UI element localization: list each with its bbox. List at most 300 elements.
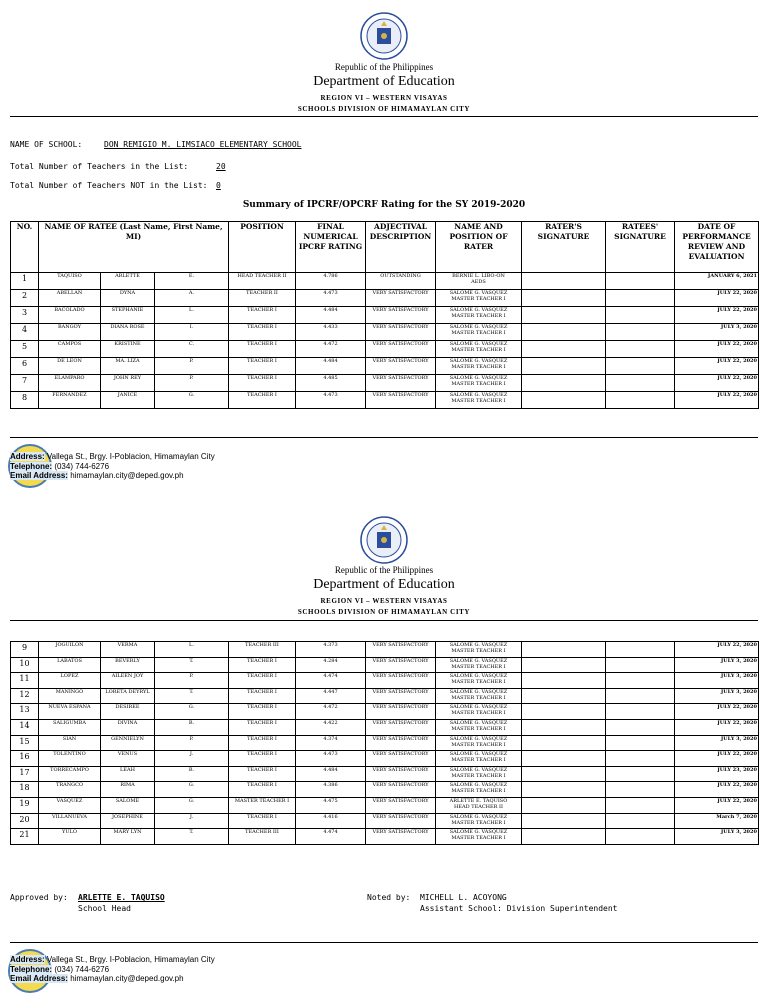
first-name-cell: JOSEPHINE [101, 813, 155, 829]
rater-position: AEDS [471, 279, 486, 285]
rater-signature-cell [522, 704, 606, 720]
rater-name: SALOME G. VASQUEZ [449, 290, 508, 296]
address-label: Address: [10, 452, 45, 461]
last-name-cell: JOGUILON [39, 642, 101, 658]
review-date-cell: JULY 22, 2020 [675, 307, 759, 324]
col-rater-signature-header: RATER'S SIGNATURE [522, 222, 606, 273]
address-line [10, 452, 215, 462]
header-divider [10, 116, 758, 117]
rater-position: MASTER TEACHER I [451, 313, 506, 319]
position-cell: TEACHER I [229, 392, 296, 409]
rater-name: SALOME G. VASQUEZ [449, 782, 508, 789]
adjectival-description-cell: VERY SATISFACTORY [366, 829, 436, 845]
review-date-cell: JULY 22, 2020 [675, 375, 759, 392]
final-rating-cell: 4.447 [296, 688, 366, 704]
final-rating-cell: 4.475 [296, 797, 366, 813]
table-row [11, 307, 759, 324]
position-cell: TEACHER I [229, 324, 296, 341]
adjectival-description-cell: VERY SATISFACTORY [366, 766, 436, 782]
ratee-signature-cell [606, 719, 675, 735]
row-number-cell: 14 [11, 719, 39, 735]
ratee-signature-cell [606, 797, 675, 813]
final-rating-cell: 4.473 [296, 290, 366, 307]
review-date-cell: JULY 22, 2020 [675, 358, 759, 375]
review-date-cell: JULY 22, 2020 [675, 341, 759, 358]
middle-initial-cell: P. [155, 735, 229, 751]
row-number-cell: 12 [11, 688, 39, 704]
email-value[interactable]: himamaylan.city@deped.gov.ph [70, 974, 184, 983]
noted-by-title: Assistant School: Division Superintendent [420, 904, 618, 913]
col-rating-header: FINAL NUMERICAL IPCRF RATING [296, 222, 366, 273]
email-value[interactable]: himamaylan.city@deped.gov.ph [70, 471, 184, 480]
row-number-cell: 9 [11, 642, 39, 658]
table-row [11, 688, 759, 704]
last-name-cell: TORRECAMPO [39, 766, 101, 782]
position-cell: TEACHER I [229, 673, 296, 689]
rater-cell [436, 273, 522, 290]
rater-signature-cell [522, 358, 606, 375]
rater-signature-cell [522, 324, 606, 341]
rater-cell [436, 688, 522, 704]
rater-signature-cell [522, 307, 606, 324]
rater-name: SALOME G. VASQUEZ [449, 341, 508, 347]
row-number-cell: 18 [11, 782, 39, 798]
rater-signature-cell [522, 719, 606, 735]
position-cell: TEACHER I [229, 813, 296, 829]
rater-cell [436, 782, 522, 798]
adjectival-description-cell: VERY SATISFACTORY [366, 813, 436, 829]
row-number-cell: 15 [11, 735, 39, 751]
review-date-cell: JANUARY 6, 2021 [675, 273, 759, 290]
middle-initial-cell: G. [155, 797, 229, 813]
rater-cell [436, 704, 522, 720]
rater-cell [436, 735, 522, 751]
middle-initial-cell: T. [155, 829, 229, 845]
rater-name: BERNIE L. LIBO-ON [452, 273, 505, 279]
region-text: REGION VI – WESTERN VISAYAS [320, 94, 448, 102]
table-row [11, 751, 759, 767]
col-adjectival-header: ADJECTIVAL DESCRIPTION [366, 222, 436, 273]
last-name-cell: DE LEON [39, 358, 101, 375]
republic-text: Republic of the Philippines [334, 62, 434, 72]
deped-seal-icon [360, 12, 408, 60]
final-rating-cell: 4.474 [296, 673, 366, 689]
rater-name: SALOME G. VASQUEZ [449, 307, 508, 313]
middle-initial-cell: L. [155, 307, 229, 324]
telephone-label: Telephone: [10, 461, 53, 471]
approved-by-name: ARLETTE E. TAQUISO [78, 893, 165, 902]
adjectival-description-cell: VERY SATISFACTORY [366, 324, 436, 341]
total-teachers-label: Total Number of Teachers in the List: [10, 162, 189, 171]
final-rating-cell: 4.484 [296, 307, 366, 324]
division-text: SCHOOLS DIVISION OF HIMAMAYLAN CITY [297, 608, 471, 616]
footer-contact-page1 [10, 452, 215, 481]
first-name-cell: GENNIELYN [101, 735, 155, 751]
school-name-value: DON REMIGIO M. LIMSIACO ELEMENTARY SCHOOL [104, 140, 302, 149]
row-number-cell: 20 [11, 813, 39, 829]
position-cell: TEACHER I [229, 358, 296, 375]
rater-signature-cell [522, 392, 606, 409]
row-number-cell: 1 [11, 273, 39, 290]
first-name-cell: RIMA [101, 782, 155, 798]
col-no-header: NO. [11, 222, 39, 273]
final-rating-cell: 4.786 [296, 273, 366, 290]
final-rating-cell: 4.416 [296, 813, 366, 829]
division-text: SCHOOLS DIVISION OF HIMAMAYLAN CITY [297, 105, 471, 113]
deped-seal-icon [360, 516, 408, 564]
position-cell: TEACHER I [229, 688, 296, 704]
ratee-signature-cell [606, 766, 675, 782]
position-cell: TEACHER I [229, 751, 296, 767]
adjectival-description-cell: VERY SATISFACTORY [366, 358, 436, 375]
footer-contact-page2 [10, 955, 215, 984]
table-row [11, 358, 759, 375]
table-row [11, 704, 759, 720]
table-row [11, 766, 759, 782]
rater-name: SALOME G. VASQUEZ [449, 642, 508, 648]
rater-cell [436, 719, 522, 735]
middle-initial-cell: P. [155, 673, 229, 689]
rater-name: SALOME G. VASQUEZ [449, 324, 508, 330]
summary-title: Summary of IPCRF/OPCRF Rating for the SY 2019-2020 [242, 200, 526, 210]
rater-cell [436, 341, 522, 358]
position-cell: HEAD TEACHER II [229, 273, 296, 290]
final-rating-cell: 4.374 [296, 735, 366, 751]
first-name-cell: DIANA ROSE [101, 324, 155, 341]
review-date-cell: JULY 22, 2020 [675, 290, 759, 307]
department-title: Department of Education [313, 577, 455, 592]
first-name-cell: JOHN REY [101, 375, 155, 392]
middle-initial-cell: L. [155, 642, 229, 658]
rater-name: SALOME G. VASQUEZ [449, 813, 508, 820]
rater-cell [436, 657, 522, 673]
row-number-cell: 13 [11, 704, 39, 720]
rater-name: SALOME G. VASQUEZ [449, 673, 508, 680]
ratee-signature-cell [606, 307, 675, 324]
republic-text: Republic of the Philippines [334, 565, 434, 575]
rater-cell [436, 375, 522, 392]
first-name-cell: VERMA [101, 642, 155, 658]
rater-signature-cell [522, 642, 606, 658]
last-name-cell: FERNANDEZ [39, 392, 101, 409]
col-ratee-header: NAME OF RATEE (Last Name, First Name, MI) [39, 222, 229, 273]
rater-cell [436, 642, 522, 658]
rater-name: SALOME G. VASQUEZ [449, 688, 508, 695]
last-name-cell: LABATOS [39, 657, 101, 673]
row-number-cell: 16 [11, 751, 39, 767]
rater-name: SALOME G. VASQUEZ [449, 392, 508, 398]
table-row [11, 290, 759, 307]
approved-by-title: School Head [78, 904, 131, 913]
first-name-cell: DESIREE [101, 704, 155, 720]
noted-by-label: Noted by: [367, 893, 411, 902]
rater-position: MASTER TEACHER I [451, 398, 506, 404]
row-number-cell: 2 [11, 290, 39, 307]
review-date-cell: JULY 3, 2020 [675, 688, 759, 704]
first-name-cell: DIVINA [101, 719, 155, 735]
table-body-page2 [11, 642, 759, 845]
ratee-signature-cell [606, 290, 675, 307]
table-row [11, 324, 759, 341]
review-date-cell: JULY 3, 2020 [675, 735, 759, 751]
telephone-line [10, 965, 215, 975]
final-rating-cell: 4.473 [296, 392, 366, 409]
first-name-cell: STEPHANIE [101, 307, 155, 324]
rater-position: HEAD TEACHER II [454, 803, 503, 810]
rater-position: MASTER TEACHER I [451, 381, 506, 387]
rater-position: MASTER TEACHER I [451, 772, 506, 779]
position-cell: TEACHER I [229, 341, 296, 358]
last-name-cell: VILLANUEVA [39, 813, 101, 829]
ratee-signature-cell [606, 375, 675, 392]
row-number-cell: 21 [11, 829, 39, 845]
table-row [11, 273, 759, 290]
position-cell: TEACHER III [229, 642, 296, 658]
first-name-cell: AILEEN JOY [101, 673, 155, 689]
table-row [11, 375, 759, 392]
last-name-cell: ELAMPARO [39, 375, 101, 392]
teachers-not-value: 0 [216, 181, 221, 190]
middle-initial-cell: J. [155, 813, 229, 829]
position-cell: TEACHER I [229, 657, 296, 673]
rater-signature-cell [522, 751, 606, 767]
rater-name: SALOME G. VASQUEZ [449, 735, 508, 742]
last-name-cell: CAMPOS [39, 341, 101, 358]
row-number-cell: 10 [11, 657, 39, 673]
middle-initial-cell: I. [155, 324, 229, 341]
position-cell: TEACHER I [229, 782, 296, 798]
final-rating-cell: 4.484 [296, 766, 366, 782]
rating-table-page2 [10, 641, 759, 845]
rater-signature-cell [522, 766, 606, 782]
rater-signature-cell [522, 341, 606, 358]
review-date-cell: JULY 22, 2020 [675, 751, 759, 767]
ratee-signature-cell [606, 657, 675, 673]
adjectival-description-cell: VERY SATISFACTORY [366, 797, 436, 813]
last-name-cell: MANINGO [39, 688, 101, 704]
rater-signature-cell [522, 657, 606, 673]
rater-name: SALOME G. VASQUEZ [449, 375, 508, 381]
col-rater-header: NAME AND POSITION OF RATER [436, 222, 522, 273]
total-teachers-value: 20 [216, 162, 226, 171]
address-line [10, 955, 215, 965]
first-name-cell: BEVERLY [101, 657, 155, 673]
final-rating-cell: 4.422 [296, 719, 366, 735]
adjectival-description-cell: VERY SATISFACTORY [366, 673, 436, 689]
rater-signature-cell [522, 375, 606, 392]
rater-name: SALOME G. VASQUEZ [449, 719, 508, 726]
rater-signature-cell [522, 273, 606, 290]
col-date-header: DATE OF PERFORMANCE REVIEW AND EVALUATION [675, 222, 759, 273]
adjectival-description-cell: VERY SATISFACTORY [366, 719, 436, 735]
row-number-cell: 19 [11, 797, 39, 813]
adjectival-description-cell: VERY SATISFACTORY [366, 657, 436, 673]
review-date-cell: JULY 3, 2020 [675, 829, 759, 845]
review-date-cell: JULY 22, 2020 [675, 642, 759, 658]
rater-position: MASTER TEACHER I [451, 741, 506, 748]
col-position-header: POSITION [229, 222, 296, 273]
first-name-cell: VENUS [101, 751, 155, 767]
first-name-cell: JANICE [101, 392, 155, 409]
header-divider [10, 620, 758, 621]
middle-initial-cell: G. [155, 704, 229, 720]
rater-signature-cell [522, 813, 606, 829]
position-cell: MASTER TEACHER I [229, 797, 296, 813]
col-ratee-signature-header: RATEES' SIGNATURE [606, 222, 675, 273]
review-date-cell: JULY 22, 2020 [675, 392, 759, 409]
review-date-cell: JULY 22, 2020 [675, 704, 759, 720]
rater-position: MASTER TEACHER I [451, 725, 506, 732]
review-date-cell: March 7, 2020 [675, 813, 759, 829]
rater-cell [436, 673, 522, 689]
ratee-signature-cell [606, 735, 675, 751]
table-header-row [11, 222, 759, 273]
rater-position: MASTER TEACHER I [451, 679, 506, 686]
rater-position: MASTER TEACHER I [451, 835, 506, 842]
rater-position: MASTER TEACHER I [451, 364, 506, 370]
position-cell: TEACHER I [229, 307, 296, 324]
adjectival-description-cell: VERY SATISFACTORY [366, 307, 436, 324]
first-name-cell: DYNA [101, 290, 155, 307]
rater-cell [436, 358, 522, 375]
adjectival-description-cell: VERY SATISFACTORY [366, 290, 436, 307]
position-cell: TEACHER III [229, 829, 296, 845]
approved-by-label: Approved by: [10, 893, 68, 902]
rater-cell [436, 797, 522, 813]
last-name-cell: NUEVA ESPANA [39, 704, 101, 720]
adjectival-description-cell: VERY SATISFACTORY [366, 751, 436, 767]
rater-cell [436, 324, 522, 341]
position-cell: TEACHER I [229, 375, 296, 392]
table-row [11, 719, 759, 735]
table-row [11, 392, 759, 409]
teachers-not-label: Total Number of Teachers NOT in the List: [10, 181, 208, 190]
email-label: Email Address: [10, 471, 68, 480]
row-number-cell: 5 [11, 341, 39, 358]
rater-cell [436, 307, 522, 324]
ratee-signature-cell [606, 341, 675, 358]
rater-cell [436, 392, 522, 409]
rater-position: MASTER TEACHER I [451, 694, 506, 701]
rater-position: MASTER TEACHER I [451, 819, 506, 826]
ratee-signature-cell [606, 782, 675, 798]
email-line [10, 471, 215, 481]
department-title: Department of Education [313, 74, 455, 89]
position-cell: TEACHER I [229, 766, 296, 782]
rater-signature-cell [522, 673, 606, 689]
final-rating-cell: 4.485 [296, 375, 366, 392]
adjectival-description-cell: VERY SATISFACTORY [366, 341, 436, 358]
review-date-cell: JULY 3, 2020 [675, 324, 759, 341]
table-row [11, 797, 759, 813]
review-date-cell: JULY 22, 2020 [675, 797, 759, 813]
last-name-cell: SIAN [39, 735, 101, 751]
final-rating-cell: 4.474 [296, 829, 366, 845]
ratee-signature-cell [606, 673, 675, 689]
rater-name: SALOME G. VASQUEZ [449, 704, 508, 711]
telephone-value: (034) 744-6276 [54, 964, 110, 974]
middle-initial-cell: E. [155, 273, 229, 290]
table-row [11, 341, 759, 358]
review-date-cell: JULY 3, 2020 [675, 657, 759, 673]
telephone-label: Telephone: [10, 964, 53, 974]
adjectival-description-cell: VERY SATISFACTORY [366, 392, 436, 409]
ratee-signature-cell [606, 704, 675, 720]
last-name-cell: LOPEZ [39, 673, 101, 689]
last-name-cell: TRANGCO [39, 782, 101, 798]
rater-signature-cell [522, 735, 606, 751]
position-cell: TEACHER I [229, 719, 296, 735]
last-name-cell: TAQUISO [39, 273, 101, 290]
middle-initial-cell: B. [155, 719, 229, 735]
telephone-line [10, 462, 215, 472]
middle-initial-cell: G. [155, 392, 229, 409]
ratee-signature-cell [606, 324, 675, 341]
rater-signature-cell [522, 829, 606, 845]
adjectival-description-cell: VERY SATISFACTORY [366, 782, 436, 798]
table-row [11, 813, 759, 829]
last-name-cell: TOLENTINO [39, 751, 101, 767]
first-name-cell: LEAH [101, 766, 155, 782]
rater-position: MASTER TEACHER I [451, 296, 506, 302]
row-number-cell: 17 [11, 766, 39, 782]
rater-cell [436, 751, 522, 767]
row-number-cell: 7 [11, 375, 39, 392]
rater-position: MASTER TEACHER I [451, 710, 506, 717]
middle-initial-cell: T. [155, 688, 229, 704]
middle-initial-cell: B. [155, 766, 229, 782]
table-row [11, 829, 759, 845]
row-number-cell: 8 [11, 392, 39, 409]
final-rating-cell: 4.473 [296, 751, 366, 767]
rater-name: SALOME G. VASQUEZ [449, 358, 508, 364]
email-line [10, 974, 215, 984]
middle-initial-cell: P. [155, 358, 229, 375]
table-row [11, 782, 759, 798]
ratee-signature-cell [606, 358, 675, 375]
review-date-cell: JULY 22, 2020 [675, 782, 759, 798]
ratee-signature-cell [606, 642, 675, 658]
rater-signature-cell [522, 290, 606, 307]
last-name-cell: ABELLAN [39, 290, 101, 307]
first-name-cell: KRISTINE [101, 341, 155, 358]
ratee-signature-cell [606, 392, 675, 409]
last-name-cell: YULO [39, 829, 101, 845]
final-rating-cell: 4.373 [296, 642, 366, 658]
last-name-cell: BANGOY [39, 324, 101, 341]
rater-position: MASTER TEACHER I [451, 648, 506, 654]
adjectival-description-cell: OUTSTANDING [366, 273, 436, 290]
rater-position: MASTER TEACHER I [451, 663, 506, 670]
page1-bottom-divider [10, 437, 758, 438]
final-rating-cell: 4.484 [296, 358, 366, 375]
rating-table-page1 [10, 221, 759, 409]
position-cell: TEACHER I [229, 735, 296, 751]
rater-position: MASTER TEACHER I [451, 788, 506, 795]
review-date-cell: JULY 3, 2020 [675, 673, 759, 689]
final-rating-cell: 4.433 [296, 324, 366, 341]
row-number-cell: 6 [11, 358, 39, 375]
rater-cell [436, 813, 522, 829]
middle-initial-cell: A. [155, 290, 229, 307]
middle-initial-cell: G. [155, 782, 229, 798]
table-body-page1 [11, 273, 759, 409]
middle-initial-cell: C. [155, 341, 229, 358]
table-row [11, 657, 759, 673]
first-name-cell: ARLETTE [101, 273, 155, 290]
region-text: REGION VI – WESTERN VISAYAS [320, 597, 448, 605]
row-number-cell: 4 [11, 324, 39, 341]
